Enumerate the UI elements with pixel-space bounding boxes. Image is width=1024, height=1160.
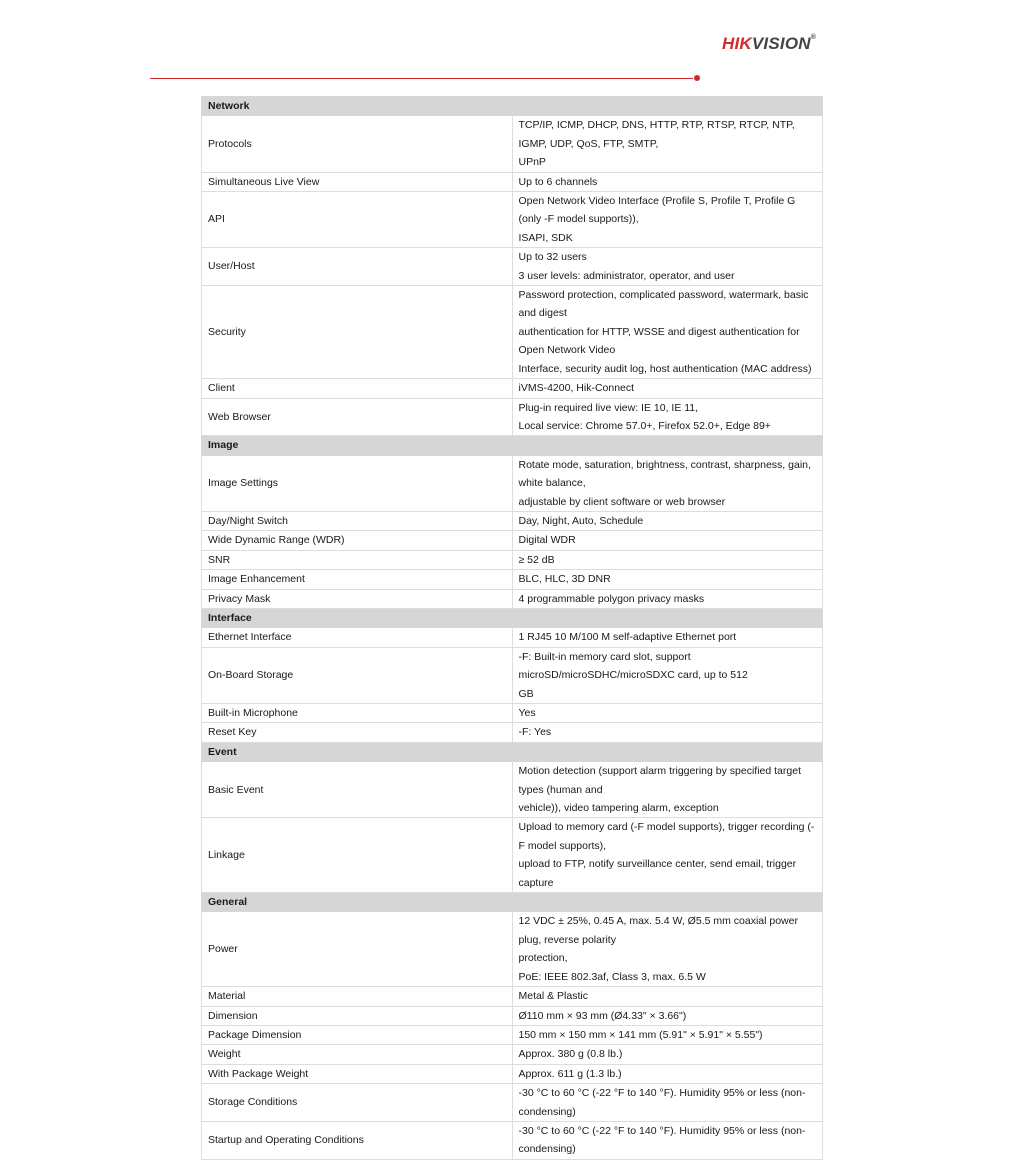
spec-label: Simultaneous Live View	[202, 172, 513, 191]
spec-value-line: Metal & Plastic	[518, 990, 588, 1003]
spec-label: Web Browser	[202, 398, 513, 436]
spec-row	[202, 248, 823, 286]
spec-value	[512, 912, 823, 987]
section-title: Network	[202, 97, 823, 116]
spec-label: Linkage	[202, 818, 513, 893]
spec-value-line: TCP/IP, ICMP, DHCP, DNS, HTTP, RTP, RTSP, RTCP, NTP, IGMP, UDP, QoS, FTP, SMTP,	[518, 119, 795, 150]
spec-value	[512, 286, 823, 379]
spec-value	[512, 628, 823, 647]
spec-value-line: -30 °C to 60 °C (-22 °F to 140 °F). Humidity 95% or less (non-condensing)	[518, 1124, 806, 1156]
spec-label: SNR	[202, 550, 513, 569]
spec-row	[202, 1025, 823, 1044]
spec-row	[202, 723, 823, 742]
spec-value-line: UPnP	[518, 156, 546, 169]
section-header-event	[202, 742, 823, 761]
spec-value-line: Rotate mode, saturation, brightness, contrast, sharpness, gain, white balance,	[518, 458, 811, 490]
spec-label: With Package Weight	[202, 1064, 513, 1083]
spec-row	[202, 192, 823, 248]
spec-value-line: vehicle)), video tampering alarm, exception	[518, 802, 719, 815]
spec-value-line: protection,	[518, 952, 568, 965]
spec-value	[512, 455, 823, 511]
spec-value	[512, 1045, 823, 1064]
spec-label: Startup and Operating Conditions	[202, 1121, 513, 1159]
spec-value-line: ≥ 52 dB	[518, 553, 555, 566]
spec-value-line: Day, Night, Auto, Schedule	[518, 514, 644, 527]
section-header-image	[202, 436, 823, 455]
section-title: Interface	[202, 608, 823, 627]
spec-label: Material	[202, 987, 513, 1006]
spec-label: Security	[202, 286, 513, 379]
spec-value-line: authentication for HTTP, WSSE and digest authentication for Open Network Video	[518, 325, 800, 357]
spec-row	[202, 455, 823, 511]
spec-value	[512, 192, 823, 248]
spec-value-line: Approx. 611 g (1.3 lb.)	[518, 1067, 622, 1080]
hikvision-logo	[722, 34, 816, 54]
spec-value-line: 4 programmable polygon privacy masks	[518, 592, 705, 605]
spec-label: Built-in Microphone	[202, 704, 513, 723]
spec-label: Wide Dynamic Range (WDR)	[202, 531, 513, 550]
spec-row	[202, 1006, 823, 1025]
spec-value	[512, 1121, 823, 1159]
section-header-interface	[202, 608, 823, 627]
spec-value	[512, 531, 823, 550]
section-title: General	[202, 893, 823, 912]
spec-row	[202, 987, 823, 1006]
spec-value	[512, 647, 823, 703]
spec-value-line: Upload to memory card (-F model supports), trigger recording (-F model supports),	[518, 821, 815, 852]
spec-label: Client	[202, 379, 513, 398]
spec-value-line: Ø110 mm × 93 mm (Ø4.33" × 3.66")	[518, 1009, 687, 1022]
logo-vision-text: VISION	[751, 34, 811, 53]
spec-value-line: -30 °C to 60 °C (-22 °F to 140 °F). Humidity 95% or less (non-condensing)	[518, 1087, 806, 1118]
spec-value-line: iVMS-4200, Hik-Connect	[518, 382, 635, 395]
spec-label: Privacy Mask	[202, 589, 513, 608]
spec-row	[202, 628, 823, 647]
spec-value-line: -F: Yes	[518, 726, 552, 739]
spec-value-line: ISAPI, SDK	[518, 231, 573, 244]
header-rule-dot	[694, 75, 700, 81]
spec-label: Weight	[202, 1045, 513, 1064]
spec-label: Day/Night Switch	[202, 511, 513, 530]
spec-value-line: Motion detection (support alarm triggering by specified target types (human and	[518, 765, 801, 796]
specification-table-body	[202, 97, 823, 1160]
spec-value	[512, 987, 823, 1006]
spec-row	[202, 172, 823, 191]
spec-row	[202, 818, 823, 893]
spec-row	[202, 704, 823, 723]
spec-row	[202, 1045, 823, 1064]
spec-label: Dimension	[202, 1006, 513, 1025]
spec-value-line: -F: Built-in memory card slot, support microSD/microSDHC/microSDXC card, up to 512	[518, 650, 748, 682]
spec-value-line: 3 user levels: administrator, operator, and user	[518, 269, 735, 282]
spec-label: Protocols	[202, 116, 513, 172]
spec-label: Image Settings	[202, 455, 513, 511]
spec-value-line: Interface, security audit log, host authentication (MAC address)	[518, 362, 812, 375]
spec-value	[512, 1006, 823, 1025]
spec-value-line: upload to FTP, notify surveillance center, send email, trigger capture	[518, 858, 797, 889]
spec-row	[202, 1121, 823, 1159]
logo-hik-text: HIK	[722, 34, 752, 53]
spec-value-line: Password protection, complicated password, watermark, basic and digest	[518, 289, 809, 320]
spec-value	[512, 818, 823, 893]
spec-label: API	[202, 192, 513, 248]
spec-label: Package Dimension	[202, 1025, 513, 1044]
spec-label: Image Enhancement	[202, 570, 513, 589]
spec-value	[512, 704, 823, 723]
spec-value	[512, 398, 823, 436]
spec-row	[202, 511, 823, 530]
spec-row	[202, 912, 823, 987]
spec-row	[202, 531, 823, 550]
spec-row	[202, 1084, 823, 1122]
section-title: Event	[202, 742, 823, 761]
spec-row	[202, 1064, 823, 1083]
spec-value	[512, 1084, 823, 1122]
spec-value-line: Open Network Video Interface (Profile S, Profile T, Profile G (only -F model supports)),	[518, 195, 796, 226]
section-header-general	[202, 893, 823, 912]
spec-value-line: 12 VDC ± 25%, 0.45 A, max. 5.4 W, Ø5.5 mm coaxial power plug, reverse polarity	[518, 915, 798, 946]
spec-value-line: 1 RJ45 10 M/100 M self-adaptive Ethernet port	[518, 631, 737, 644]
spec-label: User/Host	[202, 248, 513, 286]
spec-value-line: 150 mm × 150 mm × 141 mm (5.91" × 5.91" × 5.55")	[518, 1028, 763, 1041]
spec-value	[512, 723, 823, 742]
spec-value-line: Digital WDR	[518, 534, 576, 547]
specification-table	[201, 96, 823, 1160]
spec-value-line: PoE: IEEE 802.3af, Class 3, max. 6.5 W	[518, 970, 706, 983]
spec-label: Power	[202, 912, 513, 987]
spec-value-line: Up to 32 users	[518, 251, 587, 264]
spec-value-line: Approx. 380 g (0.8 lb.)	[518, 1048, 623, 1061]
spec-value-line: Plug-in required live view: IE 10, IE 11,	[518, 401, 699, 414]
spec-label: Ethernet Interface	[202, 628, 513, 647]
spec-row	[202, 762, 823, 818]
section-title: Image	[202, 436, 823, 455]
logo-registered-mark: ®	[810, 34, 817, 41]
spec-value	[512, 589, 823, 608]
spec-row	[202, 589, 823, 608]
spec-value	[512, 379, 823, 398]
spec-row	[202, 286, 823, 379]
spec-value	[512, 1025, 823, 1044]
spec-value	[512, 550, 823, 569]
spec-row	[202, 379, 823, 398]
spec-value-line: adjustable by client software or web browser	[518, 495, 726, 508]
spec-value	[512, 248, 823, 286]
spec-value	[512, 172, 823, 191]
spec-value-line: Up to 6 channels	[518, 175, 598, 188]
spec-label: Storage Conditions	[202, 1084, 513, 1122]
spec-value-line: Yes	[518, 707, 536, 719]
spec-row	[202, 570, 823, 589]
spec-value	[512, 570, 823, 589]
spec-value	[512, 511, 823, 530]
spec-value	[512, 1064, 823, 1083]
spec-row	[202, 116, 823, 172]
spec-row	[202, 647, 823, 703]
spec-value-line: Local service: Chrome 57.0+, Firefox 52.0+, Edge 89+	[518, 419, 771, 432]
spec-label: Reset Key	[202, 723, 513, 742]
spec-value-line: GB	[518, 687, 534, 700]
header-rule	[150, 78, 693, 79]
spec-row	[202, 398, 823, 436]
spec-value	[512, 116, 823, 172]
spec-row	[202, 550, 823, 569]
section-header-network	[202, 97, 823, 116]
spec-label: On-Board Storage	[202, 647, 513, 703]
spec-label: Basic Event	[202, 762, 513, 818]
spec-value	[512, 762, 823, 818]
spec-value-line: BLC, HLC, 3D DNR	[518, 573, 611, 586]
